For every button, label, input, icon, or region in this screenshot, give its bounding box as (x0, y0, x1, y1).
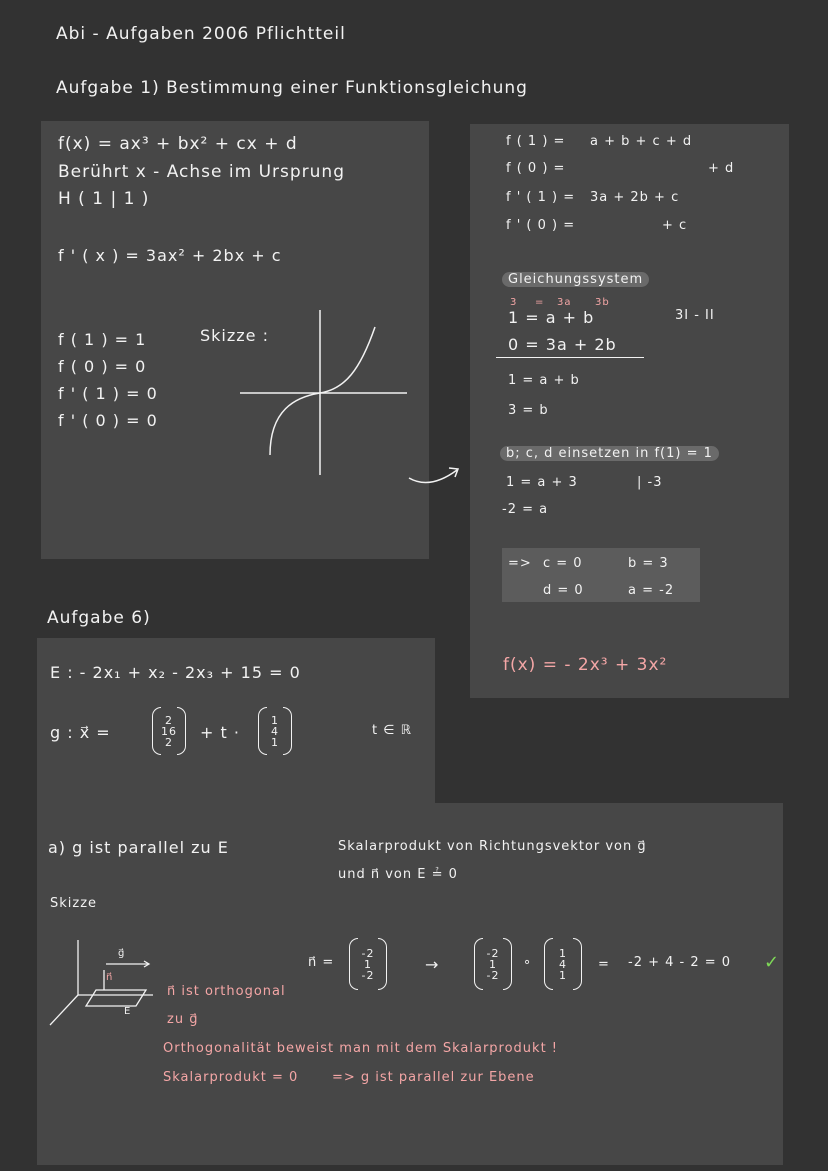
dot-result: -2 + 4 - 2 = 0 (628, 955, 732, 970)
sketch-label: Skizze : (200, 326, 269, 345)
parameter-domain: t ∈ ℝ (372, 723, 412, 738)
line-plus-t: + t · (200, 723, 240, 742)
condition-4: f ' ( 0 ) = 0 (58, 411, 158, 430)
eq-f1-terms: a + b + c + d (590, 134, 693, 149)
plane-sketch (48, 940, 158, 1030)
system-row-3: 1 = a + b (508, 373, 580, 388)
explain-line-1: Skalarprodukt von Richtungsvektor von g⃗ (338, 839, 647, 854)
eq-fp1-terms: 3a + 2b + c (590, 190, 680, 205)
sketch-g-label: g⃗ (118, 948, 126, 959)
derivative: f ' ( x ) = 3ax² + 2bx + c (58, 246, 282, 265)
insert-row-1-note: | -3 (637, 475, 663, 490)
cubic-sketch (235, 305, 410, 480)
dot-vector-a: -2 1 -2 (480, 938, 506, 990)
task6-title: Aufgabe 6) (47, 608, 151, 628)
system-multiplier-a: 3a (557, 297, 572, 308)
part-a-title: a) g ist parallel zu E (48, 838, 229, 857)
task1-title: Aufgabe 1) Bestimmung einer Funktionsgleichung (56, 78, 528, 98)
equals-sign: = (598, 957, 610, 972)
sketch-e-label: E (124, 1006, 132, 1017)
note-scalar-zero: Skalarprodukt = 0 (163, 1070, 299, 1085)
system-multiplier-eq: = (535, 297, 545, 308)
result-b: b = 3 (628, 556, 669, 571)
eq-f1-label: f ( 1 ) = (506, 134, 566, 149)
condition-3: f ' ( 1 ) = 0 (58, 384, 158, 403)
normal-vector: -2 1 -2 (355, 938, 381, 990)
line-position-vector: 2 16 2 (158, 707, 180, 755)
note-to-g: zu g⃗ (167, 1012, 199, 1027)
arrow-right-icon: → (425, 955, 440, 974)
note-conclusion: => g ist parallel zur Ebene (332, 1070, 535, 1085)
check-icon: ✓ (764, 952, 781, 973)
eq-f0-terms: + d (708, 161, 735, 176)
dot-operator: ∘ (523, 955, 533, 970)
eq-f0-label: f ( 0 ) = (506, 161, 566, 176)
arrow-icon (405, 460, 465, 490)
system-row-4: 3 = b (508, 403, 549, 418)
page-title: Abi - Aufgaben 2006 Pflichtteil (56, 24, 346, 44)
eq-fp0-terms: + c (662, 218, 688, 233)
insert-row-2: -2 = a (502, 502, 549, 517)
normal-vector-label: n⃗ = (308, 955, 335, 970)
condition-1: f ( 1 ) = 1 (58, 330, 147, 349)
note-proof: Orthogonalität beweist man mit dem Skalarprodukt ! (163, 1041, 559, 1056)
line-equation-label: g : x⃗ = (50, 723, 111, 742)
plane-equation: E : - 2x₁ + x₂ - 2x₃ + 15 = 0 (50, 663, 301, 682)
line-direction-vector: 1 4 1 (264, 707, 286, 755)
result-a: a = -2 (628, 583, 675, 598)
insert-heading: b; c, d einsetzen in f(1) = 1 (500, 446, 719, 461)
condition-2: f ( 0 ) = 0 (58, 357, 147, 376)
system-row-1-note: 3I - II (675, 308, 715, 323)
insert-row-1: 1 = a + 3 (506, 475, 578, 490)
system-multiplier: 3 (510, 297, 518, 308)
system-multiplier-b: 3b (595, 297, 610, 308)
eq-fp0-label: f ' ( 0 ) = (506, 218, 576, 233)
sketch-n-label: n⃗ (106, 972, 114, 983)
result-c: c = 0 (543, 556, 583, 571)
condition-text: Berührt x - Achse im Ursprung (58, 162, 345, 182)
eq-fp1-label: f ' ( 1 ) = (506, 190, 576, 205)
system-heading: Gleichungssystem (502, 272, 649, 287)
point-h: H ( 1 | 1 ) (58, 189, 150, 209)
dot-vector-b: 1 4 1 (550, 938, 576, 990)
result-arrow: => (508, 556, 532, 571)
divider-line (496, 357, 644, 358)
system-row-1: 1 = a + b (508, 308, 595, 327)
explain-line-2: und n⃗ von E ≟ 0 (338, 867, 458, 882)
system-row-2: 0 = 3a + 2b (508, 335, 617, 354)
final-function: f(x) = - 2x³ + 3x² (503, 655, 668, 675)
function-form: f(x) = ax³ + bx² + cx + d (58, 134, 298, 154)
note-orthogonal: n⃗ ist orthogonal (167, 984, 286, 999)
result-d: d = 0 (543, 583, 584, 598)
sketch-label-2: Skizze (50, 896, 98, 911)
